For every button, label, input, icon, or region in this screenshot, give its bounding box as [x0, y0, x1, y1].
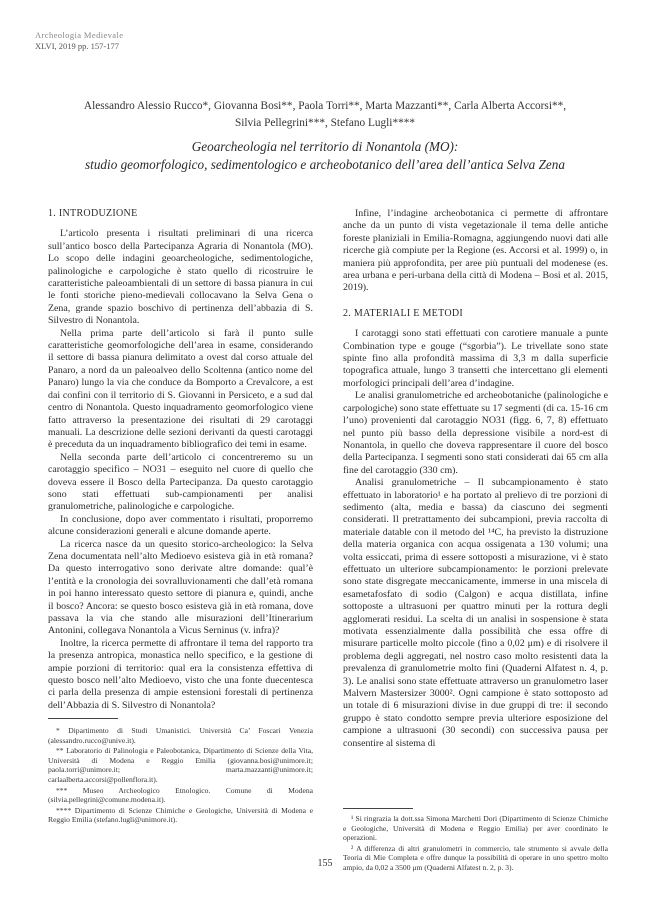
footnote: ¹ Si ringrazia la dott.ssa Simona Marchetti Dori (Dipartimento di Scienze Chimiche e Geologiche, Università di Modena e Reggio Emilia) per aver coordinato le operazioni.	[343, 814, 608, 843]
body-paragraph: Infine, l’indagine archeobotanica ci permette di affrontare anche da un punto di vista vegetazionale il tema delle antiche foreste planiziali in Emilia-Romagna, aggiungendo nuovi dati alle ricerche già compiute per la Regione (es. Accorsi et al. 1999) o, in maniera più approfondita, per aree più puntuali del modenese (es. area urbana e peri-urbana della città di Modena – Bosi et al. 2015, 2019).	[343, 208, 608, 294]
body-paragraph: Le analisi granulometriche ed archeobotaniche (palinologiche e carpologiche) sono state effettuate su 17 segmenti (di ca. 15-16 cm l’uno) provenienti dal carotaggio NO31 (figg. 6, 7, 8) effettuato nel punto più basso della depressione visibile a nord-est di Nonantola, in quello che doveva rappresentare il cuore del bosco della Partecipanza. I segmenti sono stati considerati dai 65 cm alla fine del carotaggio (330 cm).	[343, 390, 608, 476]
body-paragraph: Analisi granulometriche – Il subcampionamento è stato effettuato in laboratorio¹ e ha portato al prelievo di tre porzioni di sedimento (alta, media e bassa) da ciascuno dei segmenti considerati. Il pretrattamento dei subcampioni, previa raccolta di materiale datable con il metodo del ¹⁴C, ha previsto la distruzione della materia organica con acqua ossigenata a 130 volumi; una volta essiccati, prima di essere sottoposti a misurazione, vi è stato effettuato un ulteriore subcampionamento: le porzioni prelevate sono state disgregate meccanicamente, immerse in una miscela di esametafosfato di sodio (Calgon) e acqua distillata, infine sottoposte a ultrasuoni per quattro minuti per la rottura degli agglomerati residui. La scelta di un analisi in sospensione è stata motivata essenzialmente dalla possibilità che essa offre di misurare particelle molto piccole (fino a 0,02 μm) e di risolvere il problema degli aggregati, nel nostro caso molto resistenti data la prevalenza di granulometrie molto fini (Quaderni Alfatest n. 4, p. 3). Le analisi sono state effettuate attraverso un granulometro laser Malvern Mastersizer 3000². Ogni campione è stato sottoposto ad un totale di 6 misurazioni divise in due gruppi di tre: il secondo gruppo è stato condotto sempre previa ulteriore esposizione del campione a ultrasuoni (30 secondi) con successiva pausa per consentire al sistema di	[343, 477, 608, 749]
body-paragraph: Inoltre, la ricerca permette di affrontare il tema del rapporto tra la presenza antropica, monastica nello specifico, e la gestione di ampie porzioni di territorio: qual era la consistenza effettiva di questo bosco nell’alto Medioevo, visto che una fonte duecentesca ci parla della presenza di ampie estensioni forestali di pertinenza dell’Abbazia di S. Silvestro di Nonantola?	[48, 637, 313, 711]
body-paragraph: In conclusione, dopo aver commentato i risultati, proporremo alcune considerazioni generali e alcune domande aperte.	[48, 513, 313, 538]
author-line: Silvia Pellegrini***, Stefano Lugli****	[234, 117, 416, 129]
body-paragraph: L’articolo presenta i risultati preliminari di una ricerca sull’antico bosco della Partecipanza Agraria di Nonantola (MO). Lo scopo delle indagini geoarcheologiche, sedimentologiche, palinologiche e carpologiche è stato quello di ricostruire le caratteristiche paleoambientali di un settore di bassa pianura in cui le fonti storiche pieno-medievali collocavano la Selva Gena o Zena, grande spazio boschivo di pertinenza dell’abbazia di S. Silvestro di Nonantola.	[48, 228, 313, 327]
footnote: ² A differenza di altri granulometri in commercio, tale strumento si avvale della Teoria di Mie Completa e offre dunque la possibilità di operare in uno spettro molto ampio, da 0,02 a 3500 μm (Quaderni Alfatest n. 2, p. 3).	[343, 843, 608, 872]
footnote-divider	[343, 808, 413, 809]
section-heading-introduzione: 1. INTRODUZIONE	[48, 208, 138, 219]
footnote: * Dipartimento di Studi Umanistici. Università Ca’ Foscari Venezia (alessandro.rucco@unive.it).	[48, 726, 313, 745]
body-paragraph: Nella prima parte dell’articolo si farà il punto sulle caratteristiche geomorfologiche dell’area in esame, considerando il settore di bassa pianura delimitato a ovest dal corso attuale del Panaro, a nord da un paleoalveo dello Scoltenna (antico nome del Panaro) lungo la via che conduce da Bomporto a Crevalcore, a est dai confini con il territorio di S. Giovanni in Persiceto, e a sud dal centro di Nonantola. Questo inquadramento geomorfologico viene fatto attraverso la presentazione dei risultati di 29 carotaggi manuali. La descrizione delle sezioni derivanti da questi carotaggi è preceduta da un inquadramento bibliografico dei temi in esame.	[48, 327, 313, 451]
right-column	[343, 208, 608, 750]
body-paragraph: Nella seconda parte dell’articolo ci concentreremo su un carotaggio specifico – NO31 – eseguito nel cuore di quello che doveva essere il Bosco della Partecipanza. Da questo carotaggio sono stati effettuati sub-campionamenti per analisi granulometriche, palinologiche e carpologiche.	[48, 451, 313, 513]
running-head	[35, 30, 123, 52]
title-line: studio geomorfologico, sedimentologico e archeobotanico dell’area dell’antica Selva Zena	[85, 157, 565, 172]
title-line: Geoarcheologia nel territorio di Nonantola (MO):	[191, 139, 459, 154]
footnote: ** Laboratorio di Palinologia e Paleobotanica, Dipartimento di Scienze della Vita, Università di Modena e Reggio Emilia (giovanna.bosi@unimore.it; paola.torri@unimore.it; marta.mazzanti@unimore.it; carlaalberta.accorsi@pollenflora.it).	[48, 746, 313, 784]
journal-name: Archeologia Medievale	[35, 30, 124, 40]
footnotes-affiliations	[48, 726, 313, 826]
footnote: **** Dipartimento di Scienze Chimiche e Geologiche, Università di Modena e Reggio Emilia (stefano.lugli@unimore.it).	[48, 805, 313, 825]
author-list	[40, 98, 610, 132]
volume-pages: XLVI, 2019 pp. 157-177	[35, 41, 119, 51]
body-paragraph: La ricerca nasce da un quesito storico-archeologico: la Selva Zena documentata nell’alto Medioevo esisteva già in età romana? Da questo interrogativo sono derivate altre domande: qual’è l’entità e la cronologia dei sovralluvionamenti che dall’età romana in poi hanno interessato questo settore di pianura e, quindi, anche il bosco? Ancora: se questo bosco esisteva già in età romana, dove passava la via che stando alle misurazioni dell’Itinerarium Antonini, collegava Nonantola a Vicus Serninus (v. infra)?	[48, 538, 313, 637]
author-line: Alessandro Alessio Rucco*, Giovanna Bosi**, Paola Torri**, Marta Mazzanti**, Carla Alberta Accorsi**,	[83, 100, 567, 112]
left-column	[48, 208, 313, 712]
footnote: *** Museo Archeologico Etnologico. Comune di Modena (silvia.pellegrini@comune.modena.it).	[48, 785, 313, 805]
section-heading-materiali-metodi: 2. MATERIALI E METODI	[343, 307, 463, 319]
article-title	[40, 138, 610, 174]
body-paragraph: I carotaggi sono stati effettuati con carotiere manuale a punte Combination type e gouge (“sgorbia”). Le trivellate sono state spinte fino alla profondità massima di 3,3 m dalla superficie topografica attuale, lungo 3 transetti che intercettano gli elementi morfologici principali dell’area d’indagine.	[343, 328, 608, 389]
footnote-divider	[48, 718, 118, 719]
page-number: 155	[317, 858, 333, 869]
